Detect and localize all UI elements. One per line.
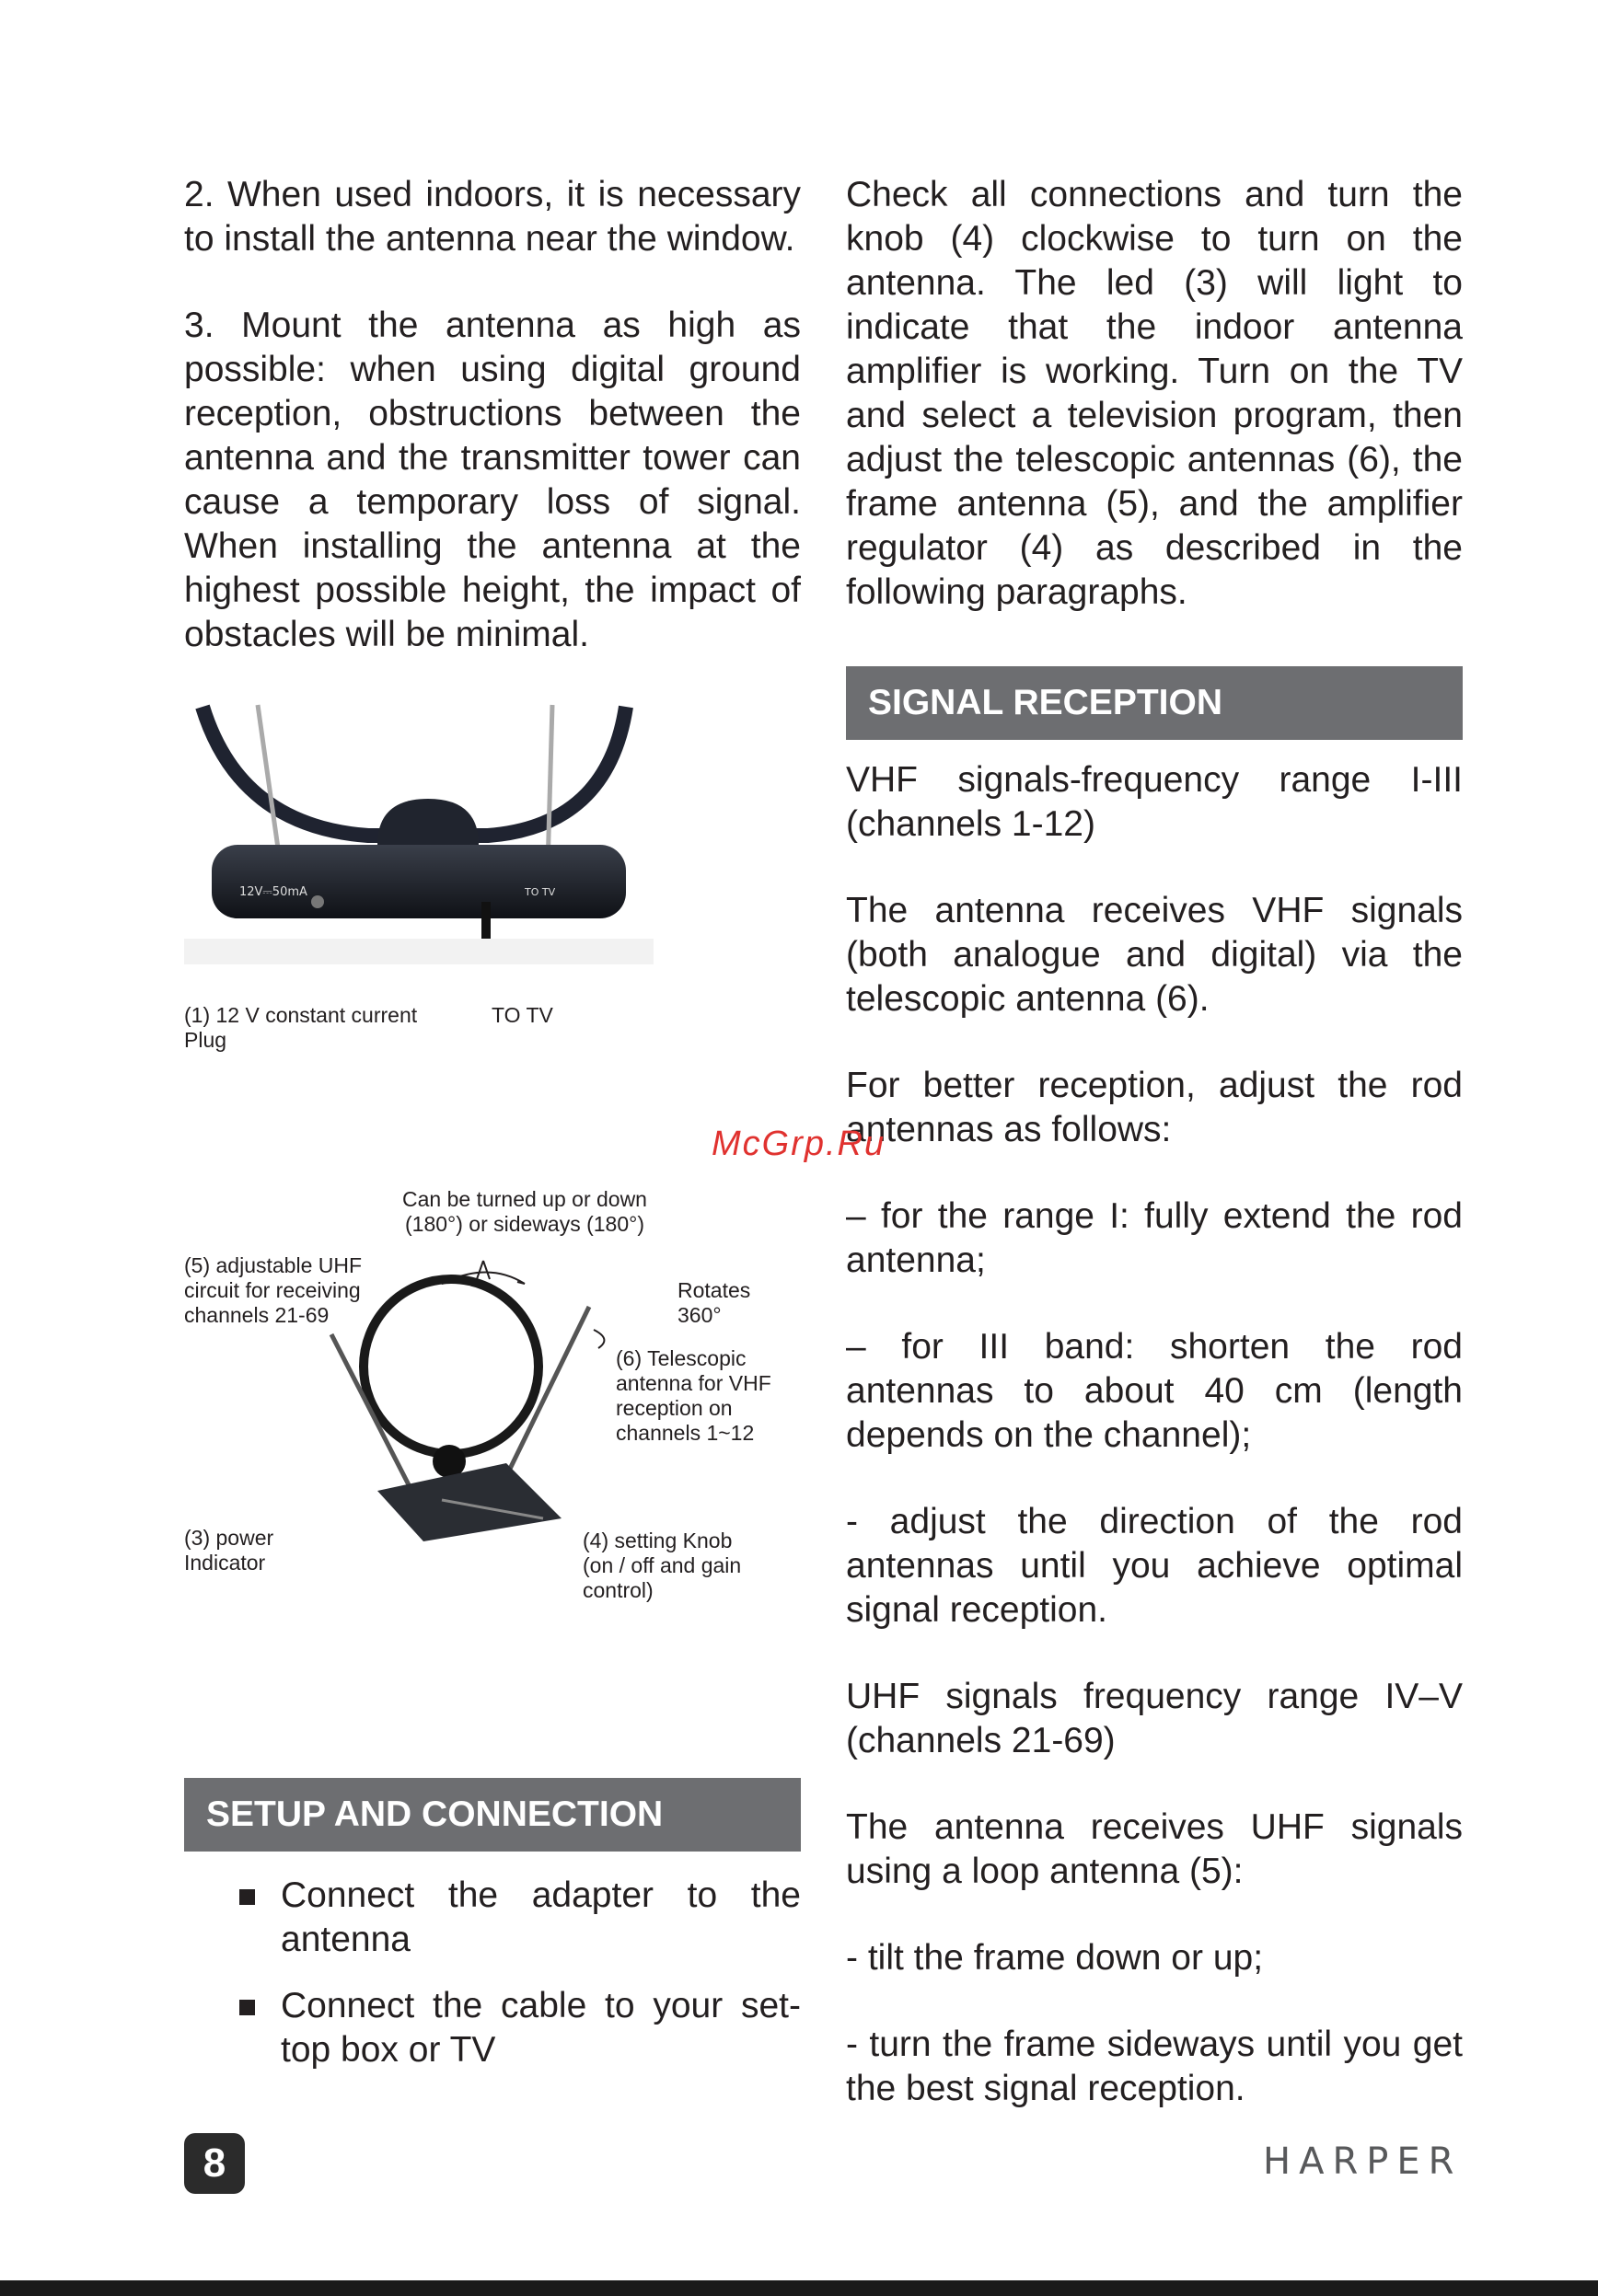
uhf-range: UHF signals frequency range IV–V (channels 21-69) xyxy=(846,1677,1463,1760)
bullet-icon xyxy=(239,2000,255,2015)
vhf-receive: The antenna receives VHF signals (both analogue and digital) via the telescopic antenna (6). xyxy=(846,891,1463,1019)
turn-label: Can be turned up or down (180°) or sideways (180°) xyxy=(402,1187,647,1236)
sideways: - turn the frame sideways until you get the best signal reception. xyxy=(846,2025,1463,2108)
vhf-range: VHF signals-frequency range I-III (channels 1-12) xyxy=(846,760,1463,844)
list-item xyxy=(184,1984,801,2072)
brand-logo: HARPER xyxy=(1263,2140,1463,2183)
setup-list xyxy=(184,1874,801,2072)
setup-heading: SETUP AND CONNECTION xyxy=(184,1778,801,1852)
rotate-arrow xyxy=(594,1330,604,1348)
base-voltage-label: 12V⎓50mA xyxy=(239,885,307,899)
caption-plug: (1) 12 V constant current Plug xyxy=(184,1003,418,1052)
knob-label: (4) setting Knob (on / off and gain control) xyxy=(583,1529,742,1602)
tilt: - tilt the frame down or up; xyxy=(846,1938,1264,1978)
power-indicator-label: (3) power Indicator xyxy=(184,1526,274,1575)
instruction-2: 2. When used indoors, it is necessary to install the antenna near the window. xyxy=(184,175,801,259)
left-rod xyxy=(331,1334,419,1505)
signal-heading: SIGNAL RECEPTION xyxy=(846,666,1463,740)
right-column xyxy=(846,173,1463,2153)
direction: - adjust the direction of the rod antennas until you achieve optimal signal reception. xyxy=(846,1502,1463,1630)
list-item xyxy=(184,1874,801,1962)
caption-totv: TO TV xyxy=(492,1003,553,1027)
antenna-base-photo xyxy=(184,698,654,964)
rotates-label: Rotates 360° xyxy=(677,1278,751,1327)
intro-paragraph: Check all connections and turn the knob (4) clockwise to turn on the antenna. The led (3) will light to indicate that the indoor antenna amplifier is working. Turn on the TV and select a television program, then adjust the telescopic antennas (6), the frame antenna (5), and the amplifier regulator (4) as described in the following paragraphs. xyxy=(846,175,1463,612)
uhf-label: (5) adjustable UHF circuit for receiving channels 21-69 xyxy=(184,1253,363,1327)
left-column xyxy=(184,173,801,699)
uhf-receive: The antenna receives UHF signals using a loop antenna (5): xyxy=(846,1807,1463,1891)
range-iii: – for III band: shorten the rod antennas to about 40 cm (length depends on the channel); xyxy=(846,1327,1463,1455)
antenna-base-box xyxy=(212,845,626,918)
instruction-3: 3. Mount the antenna as high as possible: when using digital ground reception, obstructions between the antenna and the transmitter tower can cause a temporary loss of signal. When installing the antenna at the highest possible height, the impact of obstacles will be minimal. xyxy=(184,306,801,654)
watermark: McGrp.Ru xyxy=(712,1125,886,1163)
better-reception: For better reception, adjust the rod antennas as follows: xyxy=(846,1066,1463,1149)
bottom-rule xyxy=(0,2280,1598,2296)
setup-section xyxy=(184,1778,801,2094)
page-number: 8 xyxy=(184,2133,245,2194)
base-totv-label: TO TV xyxy=(525,886,556,898)
range-i: – for the range I: fully extend the rod antenna; xyxy=(846,1196,1463,1280)
list-item-text: Connect the adapter to the antenna xyxy=(281,1875,801,1959)
bullet-icon xyxy=(239,1889,255,1905)
uhf-loop xyxy=(364,1279,538,1454)
list-item-text: Connect the cable to your set-top box or TV xyxy=(281,1986,801,2070)
telescopic-label: (6) Telescopic antenna for VHF reception on channels 1~12 xyxy=(616,1346,771,1445)
